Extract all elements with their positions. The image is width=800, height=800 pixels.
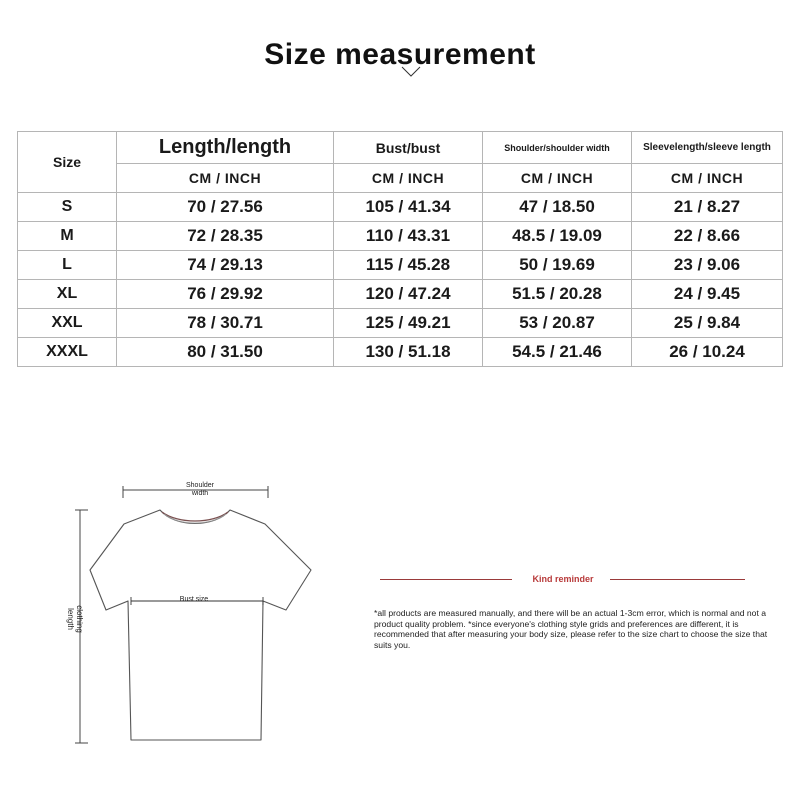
- bust-cell: 125 / 49.21: [334, 309, 483, 338]
- sleeve-column-header: Sleevelength/sleeve length: [632, 132, 783, 164]
- bust-cell: 120 / 47.24: [334, 280, 483, 309]
- length-cell: 72 / 28.35: [117, 222, 334, 251]
- length-cell: 76 / 29.92: [117, 280, 334, 309]
- shoulder-cell: 50 / 19.69: [483, 251, 632, 280]
- table-row: [18, 193, 783, 222]
- sleeve-cell: 24 / 9.45: [632, 280, 783, 309]
- length-cell: 70 / 27.56: [117, 193, 334, 222]
- size-cell: XXL: [18, 309, 117, 338]
- size-cell: XXXL: [18, 338, 117, 367]
- length-cell: 74 / 29.13: [117, 251, 334, 280]
- bust-unit-header: CM / INCH: [334, 164, 483, 193]
- shoulder-unit-header: CM / INCH: [483, 164, 632, 193]
- table-row: [18, 251, 783, 280]
- table-row: [18, 222, 783, 251]
- size-cell: S: [18, 193, 117, 222]
- size-cell: XL: [18, 280, 117, 309]
- table-unit-row: [18, 164, 783, 193]
- shoulder-column-header: Shoulder/shoulder width: [483, 132, 632, 164]
- shoulder-cell: 47 / 18.50: [483, 193, 632, 222]
- sleeve-cell: 22 / 8.66: [632, 222, 783, 251]
- length-column-header: Length/length: [117, 132, 334, 164]
- shoulder-cell: 54.5 / 21.46: [483, 338, 632, 367]
- table-row: [18, 280, 783, 309]
- table-row: [18, 338, 783, 367]
- tshirt-measurement-diagram: [0, 470, 360, 770]
- reminder-text: *all products are measured manually, and there will be an actual 1-3cm error, which is normal and not a product quality problem. *since everyone's clothing style grids and preferences are different, it is recommended that after measuring your body size, please refer to the size chart to choose the size that suits you.: [374, 608, 768, 650]
- bust-column-header: Bust/bust: [334, 132, 483, 164]
- reminder-divider-right: [610, 579, 745, 580]
- size-cell: M: [18, 222, 117, 251]
- shoulder-cell: 51.5 / 20.28: [483, 280, 632, 309]
- sleeve-cell: 21 / 8.27: [632, 193, 783, 222]
- length-cell: 78 / 30.71: [117, 309, 334, 338]
- clothing-length-label: clothing length: [66, 605, 84, 633]
- sleeve-cell: 23 / 9.06: [632, 251, 783, 280]
- shoulder-width-label: Shoulder width: [185, 482, 215, 497]
- bust-cell: 115 / 45.28: [334, 251, 483, 280]
- bust-cell: 130 / 51.18: [334, 338, 483, 367]
- size-cell: L: [18, 251, 117, 280]
- table-header-row: [18, 132, 783, 164]
- length-unit-header: CM / INCH: [117, 164, 334, 193]
- reminder-title: Kind reminder: [532, 574, 594, 584]
- size-column-header: Size: [18, 132, 117, 193]
- size-table: [17, 131, 783, 367]
- page-title: Size measurement: [264, 38, 536, 71]
- bust-size-label: Bust size: [179, 596, 209, 603]
- tshirt-illustration-icon: [0, 470, 360, 770]
- shoulder-cell: 48.5 / 19.09: [483, 222, 632, 251]
- sleeve-cell: 25 / 9.84: [632, 309, 783, 338]
- reminder-divider-left: [380, 579, 512, 580]
- shoulder-cell: 53 / 20.87: [483, 309, 632, 338]
- bust-cell: 110 / 43.31: [334, 222, 483, 251]
- sleeve-unit-header: CM / INCH: [632, 164, 783, 193]
- bust-cell: 105 / 41.34: [334, 193, 483, 222]
- sleeve-cell: 26 / 10.24: [632, 338, 783, 367]
- title-caret-icon: [401, 66, 421, 78]
- length-cell: 80 / 31.50: [117, 338, 334, 367]
- table-row: [18, 309, 783, 338]
